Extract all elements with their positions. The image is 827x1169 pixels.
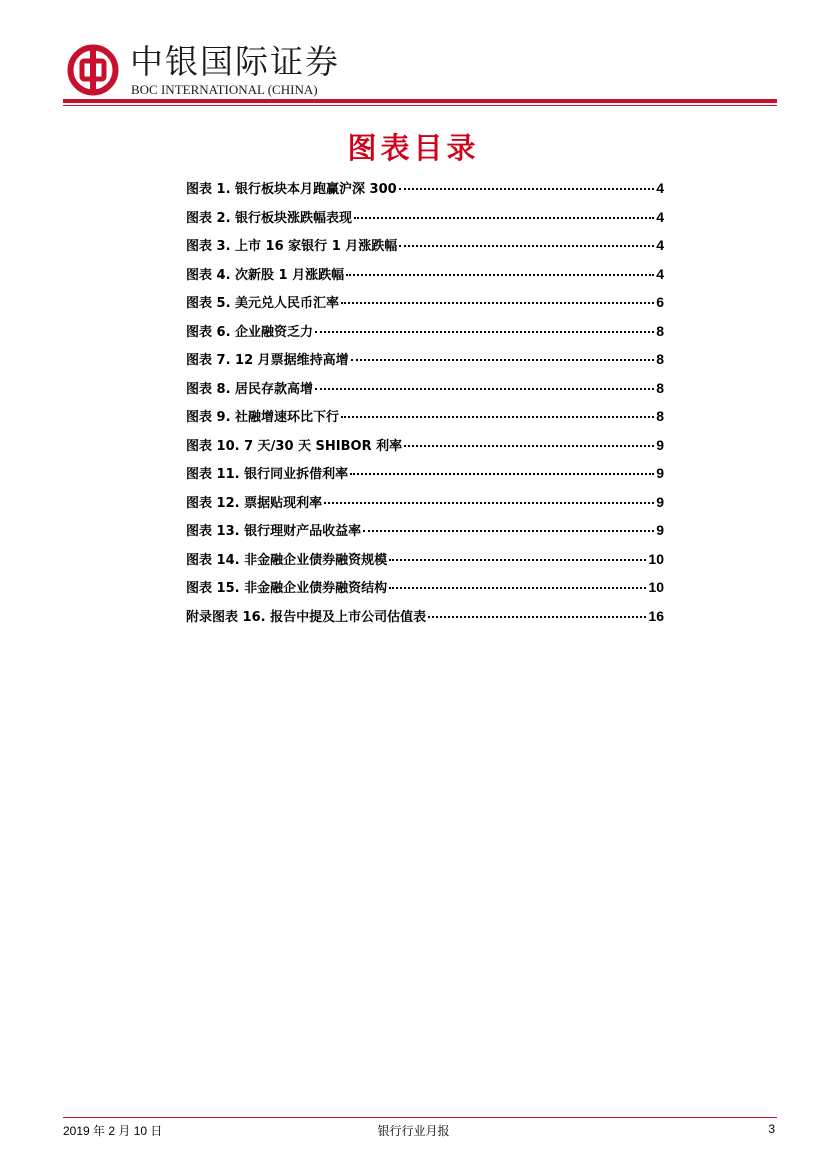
- toc-leader-dots: [389, 587, 646, 589]
- toc-leader-dots: [315, 331, 654, 333]
- toc-entry[interactable]: [186, 549, 664, 578]
- boc-logo-icon: [67, 44, 119, 96]
- toc-entry-page: 6: [656, 294, 664, 310]
- toc-leader-dots: [341, 416, 654, 418]
- toc-entry-page: 10: [648, 579, 664, 595]
- toc-entry-page: 8: [656, 322, 664, 339]
- toc-entry-label: 图表 10. 7 天/30 天 SHIBOR 利率: [186, 438, 403, 454]
- footer-divider: [63, 1117, 777, 1118]
- toc-leader-dots: [324, 502, 654, 504]
- toc-entry[interactable]: [186, 264, 664, 293]
- toc-leader-dots: [354, 217, 654, 219]
- toc-entry[interactable]: [186, 207, 664, 236]
- toc-entry-label: 图表 9. 社融增速环比下行: [186, 410, 340, 425]
- toc-leader-dots: [389, 559, 646, 561]
- toc-entry-page: 8: [656, 351, 664, 367]
- footer-page-number: 3: [768, 1122, 775, 1136]
- toc-entry-page: 9: [656, 493, 664, 510]
- toc-leader-dots: [351, 359, 655, 361]
- toc-entry-page: 4: [656, 180, 664, 196]
- toc-entry-page: 9: [656, 465, 664, 481]
- brand-name-en: BOC INTERNATIONAL (CHINA): [131, 82, 318, 97]
- toc-entry[interactable]: [186, 321, 664, 350]
- header-divider: [63, 99, 777, 103]
- toc-entry-label: 图表 4. 次新股 1 月涨跌幅: [186, 267, 345, 283]
- toc-leader-dots: [315, 388, 654, 390]
- toc-leader-dots: [399, 245, 654, 247]
- toc-entry-page: 4: [656, 237, 664, 253]
- toc-entry-label: 图表 7. 12 月票据维持高增: [186, 353, 349, 368]
- toc-leader-dots: [350, 473, 654, 475]
- toc-leader-dots: [399, 188, 655, 190]
- toc-entry[interactable]: [186, 292, 664, 321]
- toc-entry-page: 9: [656, 522, 664, 538]
- toc-entry-label: 图表 8. 居民存款高增: [186, 381, 314, 397]
- toc-entry-page: 10: [648, 550, 664, 567]
- toc-entry-page: 16: [648, 607, 664, 624]
- toc-entry[interactable]: [186, 520, 664, 549]
- toc-entry-page: 4: [656, 265, 664, 282]
- toc-entry[interactable]: [186, 435, 664, 464]
- toc-entry-label: 图表 12. 票据贴现利率: [186, 495, 323, 511]
- toc-entry-label: 图表 5. 美元兑人民币汇率: [186, 296, 340, 311]
- table-of-figures: [186, 178, 664, 634]
- toc-entry-page: 9: [656, 436, 664, 453]
- toc-entry-label: 图表 1. 银行板块本月跑赢沪深 300: [186, 182, 397, 197]
- toc-entry-page: 8: [656, 379, 664, 396]
- brand-name-cn: 中银国际证券: [130, 42, 340, 81]
- toc-entry-label: 图表 13. 银行理财产品收益率: [186, 524, 362, 539]
- toc-entry[interactable]: [186, 606, 664, 635]
- toc-leader-dots: [363, 530, 654, 532]
- toc-entry[interactable]: [186, 463, 664, 492]
- toc-title: 图表目录: [347, 131, 480, 165]
- toc-entry-page: 4: [656, 208, 664, 225]
- toc-entry[interactable]: [186, 577, 664, 606]
- toc-entry-label: 图表 6. 企业融资乏力: [186, 324, 314, 340]
- toc-entry[interactable]: [186, 235, 664, 264]
- toc-leader-dots: [404, 445, 654, 447]
- toc-entry-label: 图表 11. 银行同业拆借利率: [186, 467, 349, 482]
- toc-entry-label: 图表 3. 上市 16 家银行 1 月涨跌幅: [186, 239, 398, 254]
- toc-entry-label: 图表 2. 银行板块涨跌幅表现: [186, 210, 353, 226]
- toc-leader-dots: [341, 302, 654, 304]
- toc-entry[interactable]: [186, 349, 664, 378]
- toc-entry[interactable]: [186, 178, 664, 207]
- footer-report-name: 银行行业月报: [377, 1124, 450, 1138]
- footer-date: 2019 年 2 月 10 日: [63, 1124, 163, 1138]
- toc-entry[interactable]: [186, 406, 664, 435]
- toc-entry-label: 附录图表 16. 报告中提及上市公司估值表: [186, 609, 427, 625]
- toc-entry[interactable]: [186, 492, 664, 521]
- toc-leader-dots: [346, 274, 654, 276]
- header-divider-thin: [63, 105, 777, 106]
- toc-leader-dots: [428, 616, 646, 618]
- toc-entry-label: 图表 15. 非金融企业债券融资结构: [186, 581, 388, 596]
- toc-entry-label: 图表 14. 非金融企业债券融资规模: [186, 552, 388, 568]
- toc-entry[interactable]: [186, 378, 664, 407]
- toc-entry-page: 8: [656, 408, 664, 424]
